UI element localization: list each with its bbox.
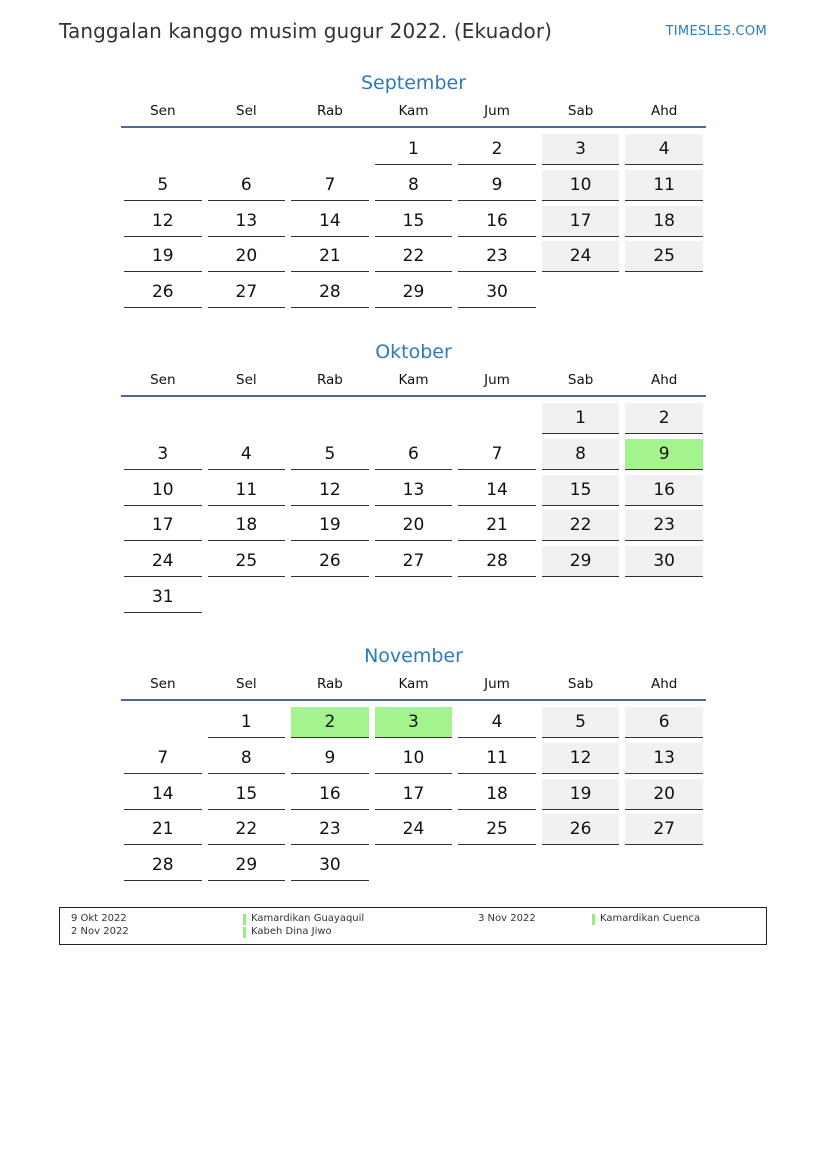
day-number: 1: [208, 707, 286, 738]
day-cell: [121, 544, 205, 580]
empty-day-cell: [622, 848, 706, 884]
day-number: 11: [458, 743, 536, 774]
day-cell: [372, 132, 456, 168]
holiday-day-cell: [288, 705, 372, 741]
day-number: 10: [375, 743, 453, 774]
weekday-label: Jum: [484, 676, 510, 692]
day-number: [208, 134, 286, 165]
day-cell: [539, 777, 623, 813]
day-number: 3: [542, 134, 620, 165]
day-cell: [121, 168, 205, 204]
day-number: [542, 277, 620, 308]
empty-day-cell: [288, 401, 372, 437]
weekday-label: Rab: [316, 103, 343, 119]
day-cell: [622, 401, 706, 437]
empty-day-cell: [205, 401, 289, 437]
day-number: 28: [458, 546, 536, 577]
day-number: 18: [208, 510, 286, 541]
day-cell: [455, 275, 539, 311]
day-cell: [455, 168, 539, 204]
day-number: [208, 403, 286, 434]
day-number: [124, 403, 202, 434]
day-number: [458, 403, 536, 434]
day-cell: [539, 741, 623, 777]
day-number: 13: [375, 475, 453, 506]
legend-holiday-name: Kamardikan Cuenca: [600, 913, 701, 924]
day-number: 13: [208, 206, 286, 237]
day-number: [458, 850, 536, 881]
day-number: [375, 582, 453, 613]
day-number: 25: [625, 241, 703, 272]
day-number: 3: [375, 707, 453, 738]
month-title: Oktober: [375, 341, 452, 363]
day-cell: [455, 777, 539, 813]
day-number: 12: [291, 475, 369, 506]
empty-day-cell: [372, 580, 456, 616]
day-cell: [455, 508, 539, 544]
weekday-label: Sab: [567, 676, 594, 692]
day-cell: [121, 812, 205, 848]
day-number: 8: [542, 439, 620, 470]
day-cell: [205, 544, 289, 580]
day-cell: [372, 239, 456, 275]
empty-day-cell: [288, 132, 372, 168]
day-cell: [455, 239, 539, 275]
week-row: [121, 473, 706, 509]
day-number: 2: [291, 707, 369, 738]
day-number: 14: [458, 475, 536, 506]
day-cell: [121, 437, 205, 473]
day-number: 30: [625, 546, 703, 577]
weekday-label: Kam: [398, 372, 429, 388]
day-cell: [121, 848, 205, 884]
weekday-label: Sab: [567, 103, 594, 119]
legend-holiday-name: Kamardikan Guayaquil: [251, 913, 365, 924]
week-row: [121, 132, 706, 168]
day-cell: [622, 132, 706, 168]
legend-color-swatch: [592, 914, 595, 925]
day-number: 8: [208, 743, 286, 774]
legend-date: 2 Nov 2022: [71, 926, 129, 937]
day-number: 21: [458, 510, 536, 541]
day-number: 7: [291, 170, 369, 201]
day-cell: [622, 741, 706, 777]
day-cell: [622, 508, 706, 544]
day-cell: [121, 777, 205, 813]
day-number: 29: [375, 277, 453, 308]
day-number: 18: [625, 206, 703, 237]
day-cell: [455, 741, 539, 777]
day-number: 30: [291, 850, 369, 881]
day-number: 12: [124, 206, 202, 237]
weekday-label: Rab: [316, 676, 343, 692]
empty-day-cell: [288, 580, 372, 616]
weekday-label: Sen: [150, 372, 176, 388]
month-calendar-november: [121, 643, 706, 884]
day-number: 24: [542, 241, 620, 272]
weekday-label: Sab: [567, 372, 594, 388]
day-number: [542, 582, 620, 613]
day-number: 5: [291, 439, 369, 470]
empty-day-cell: [455, 848, 539, 884]
day-number: 27: [208, 277, 286, 308]
day-cell: [622, 705, 706, 741]
empty-day-cell: [121, 132, 205, 168]
weekday-label: Sel: [236, 103, 257, 119]
day-number: 11: [208, 475, 286, 506]
day-cell: [622, 777, 706, 813]
day-number: 20: [208, 241, 286, 272]
empty-day-cell: [539, 275, 623, 311]
day-cell: [539, 812, 623, 848]
day-cell: [539, 204, 623, 240]
day-cell: [455, 437, 539, 473]
day-cell: [622, 812, 706, 848]
day-number: [458, 582, 536, 613]
week-row: [121, 437, 706, 473]
brand-link[interactable]: TIMESLES.COM: [665, 24, 767, 39]
day-cell: [121, 275, 205, 311]
holiday-day-cell: [622, 437, 706, 473]
day-cell: [539, 544, 623, 580]
day-cell: [539, 401, 623, 437]
day-cell: [539, 132, 623, 168]
day-number: 6: [625, 707, 703, 738]
week-row: [121, 705, 706, 741]
day-number: 11: [625, 170, 703, 201]
weekday-label: Jum: [484, 103, 510, 119]
day-cell: [288, 848, 372, 884]
legend-date: 3 Nov 2022: [478, 913, 536, 924]
day-cell: [372, 204, 456, 240]
day-cell: [121, 239, 205, 275]
empty-day-cell: [205, 580, 289, 616]
empty-day-cell: [622, 275, 706, 311]
day-cell: [288, 168, 372, 204]
day-cell: [455, 473, 539, 509]
day-number: 28: [291, 277, 369, 308]
day-number: [625, 277, 703, 308]
day-number: 3: [124, 439, 202, 470]
day-grid: [121, 701, 706, 884]
day-number: [124, 707, 202, 738]
day-number: [625, 850, 703, 881]
day-number: 27: [625, 814, 703, 845]
day-cell: [288, 741, 372, 777]
day-number: 26: [291, 546, 369, 577]
day-cell: [288, 275, 372, 311]
week-row: [121, 812, 706, 848]
day-cell: [288, 204, 372, 240]
day-number: 29: [208, 850, 286, 881]
day-cell: [205, 204, 289, 240]
week-row: [121, 204, 706, 240]
day-number: [542, 850, 620, 881]
day-cell: [205, 275, 289, 311]
empty-day-cell: [539, 848, 623, 884]
empty-day-cell: [622, 580, 706, 616]
day-number: [124, 134, 202, 165]
day-number: 5: [542, 707, 620, 738]
day-number: 19: [124, 241, 202, 272]
weekday-header-row: [121, 100, 706, 128]
day-number: 20: [625, 779, 703, 810]
day-number: 21: [291, 241, 369, 272]
day-grid: [121, 128, 706, 311]
empty-day-cell: [372, 848, 456, 884]
day-cell: [622, 239, 706, 275]
day-number: 25: [458, 814, 536, 845]
day-number: 15: [375, 206, 453, 237]
day-cell: [121, 204, 205, 240]
day-number: 25: [208, 546, 286, 577]
empty-day-cell: [205, 132, 289, 168]
legend-color-swatch: [243, 914, 246, 925]
month-calendar-september: [121, 70, 706, 311]
week-row: [121, 741, 706, 777]
day-number: 15: [208, 779, 286, 810]
day-number: 16: [291, 779, 369, 810]
day-number: 2: [458, 134, 536, 165]
day-number: 24: [124, 546, 202, 577]
day-cell: [539, 473, 623, 509]
day-number: 15: [542, 475, 620, 506]
day-cell: [372, 473, 456, 509]
page-title: Tanggalan kanggo musim gugur 2022. (Ekuador): [59, 19, 553, 43]
holiday-day-cell: [372, 705, 456, 741]
day-number: 29: [542, 546, 620, 577]
day-cell: [288, 239, 372, 275]
week-row: [121, 275, 706, 311]
day-number: 14: [124, 779, 202, 810]
day-cell: [372, 275, 456, 311]
day-number: 26: [542, 814, 620, 845]
weekday-label: Sen: [150, 676, 176, 692]
day-number: 21: [124, 814, 202, 845]
day-cell: [539, 437, 623, 473]
day-cell: [539, 705, 623, 741]
weekday-label: Kam: [398, 103, 429, 119]
day-cell: [205, 508, 289, 544]
day-cell: [205, 777, 289, 813]
day-number: 6: [208, 170, 286, 201]
day-number: 19: [291, 510, 369, 541]
weekday-label: Kam: [398, 676, 429, 692]
week-row: [121, 848, 706, 884]
day-number: 1: [542, 403, 620, 434]
day-number: 31: [124, 582, 202, 613]
day-number: 20: [375, 510, 453, 541]
weekday-header-row: [121, 673, 706, 701]
empty-day-cell: [121, 705, 205, 741]
day-number: 7: [124, 743, 202, 774]
empty-day-cell: [539, 580, 623, 616]
day-cell: [288, 812, 372, 848]
empty-day-cell: [372, 401, 456, 437]
day-number: 9: [291, 743, 369, 774]
day-cell: [455, 812, 539, 848]
day-number: 1: [375, 134, 453, 165]
day-cell: [372, 741, 456, 777]
day-cell: [288, 508, 372, 544]
day-number: 19: [542, 779, 620, 810]
day-cell: [622, 473, 706, 509]
day-cell: [205, 239, 289, 275]
day-number: [375, 403, 453, 434]
day-cell: [205, 437, 289, 473]
weekday-label: Sel: [236, 372, 257, 388]
day-cell: [372, 508, 456, 544]
day-cell: [205, 848, 289, 884]
day-cell: [288, 777, 372, 813]
day-number: [208, 582, 286, 613]
day-number: 17: [375, 779, 453, 810]
day-cell: [372, 544, 456, 580]
day-cell: [372, 437, 456, 473]
month-title: September: [360, 72, 467, 94]
week-row: [121, 777, 706, 813]
day-cell: [622, 204, 706, 240]
weekday-label: Jum: [484, 372, 510, 388]
weekday-header-row: [121, 369, 706, 397]
day-cell: [372, 168, 456, 204]
day-cell: [288, 544, 372, 580]
weekday-label: Sen: [150, 103, 176, 119]
day-cell: [622, 168, 706, 204]
week-row: [121, 239, 706, 275]
weekday-label: Ahd: [650, 676, 678, 692]
day-number: 27: [375, 546, 453, 577]
month-calendar-oktober: [121, 339, 706, 616]
week-row: [121, 544, 706, 580]
day-number: 28: [124, 850, 202, 881]
legend-color-swatch: [243, 927, 246, 938]
day-cell: [455, 132, 539, 168]
empty-day-cell: [121, 401, 205, 437]
day-cell: [455, 705, 539, 741]
day-cell: [372, 777, 456, 813]
day-number: 26: [124, 277, 202, 308]
legend-date: 9 Okt 2022: [71, 913, 127, 924]
day-number: 23: [291, 814, 369, 845]
day-number: 10: [124, 475, 202, 506]
day-cell: [539, 239, 623, 275]
day-number: 9: [458, 170, 536, 201]
day-cell: [455, 204, 539, 240]
day-number: 10: [542, 170, 620, 201]
day-number: 5: [124, 170, 202, 201]
day-number: [625, 582, 703, 613]
weekday-label: Sel: [236, 676, 257, 692]
day-number: 23: [625, 510, 703, 541]
weekday-label: Rab: [316, 372, 343, 388]
day-number: 9: [625, 439, 703, 470]
week-row: [121, 508, 706, 544]
day-number: 24: [375, 814, 453, 845]
day-cell: [121, 508, 205, 544]
weekday-label: Ahd: [650, 372, 678, 388]
day-number: 4: [458, 707, 536, 738]
day-cell: [372, 812, 456, 848]
day-grid: [121, 397, 706, 616]
day-cell: [455, 544, 539, 580]
month-title: November: [364, 645, 463, 667]
day-number: 18: [458, 779, 536, 810]
week-row: [121, 168, 706, 204]
day-number: 4: [625, 134, 703, 165]
empty-day-cell: [455, 580, 539, 616]
holiday-legend: [59, 907, 767, 945]
week-row: [121, 401, 706, 437]
day-number: 7: [458, 439, 536, 470]
day-number: 14: [291, 206, 369, 237]
empty-day-cell: [455, 401, 539, 437]
day-number: 8: [375, 170, 453, 201]
day-number: 4: [208, 439, 286, 470]
day-number: 22: [208, 814, 286, 845]
day-number: 17: [542, 206, 620, 237]
day-number: 22: [542, 510, 620, 541]
legend-holiday-name: Kabeh Dina Jiwo: [251, 926, 332, 937]
day-cell: [121, 580, 205, 616]
day-number: 23: [458, 241, 536, 272]
day-number: 12: [542, 743, 620, 774]
day-number: 17: [124, 510, 202, 541]
day-number: 13: [625, 743, 703, 774]
day-cell: [205, 812, 289, 848]
day-cell: [622, 544, 706, 580]
day-cell: [205, 473, 289, 509]
day-number: 22: [375, 241, 453, 272]
day-cell: [121, 473, 205, 509]
day-number: 2: [625, 403, 703, 434]
day-number: [291, 134, 369, 165]
day-number: [291, 403, 369, 434]
day-cell: [288, 437, 372, 473]
day-cell: [288, 473, 372, 509]
day-number: 16: [625, 475, 703, 506]
day-number: 6: [375, 439, 453, 470]
day-cell: [205, 741, 289, 777]
day-cell: [121, 741, 205, 777]
day-number: 16: [458, 206, 536, 237]
weekday-label: Ahd: [650, 103, 678, 119]
day-cell: [205, 168, 289, 204]
day-number: [291, 582, 369, 613]
day-number: [375, 850, 453, 881]
week-row: [121, 580, 706, 616]
day-cell: [539, 168, 623, 204]
day-number: 30: [458, 277, 536, 308]
day-cell: [539, 508, 623, 544]
day-cell: [205, 705, 289, 741]
